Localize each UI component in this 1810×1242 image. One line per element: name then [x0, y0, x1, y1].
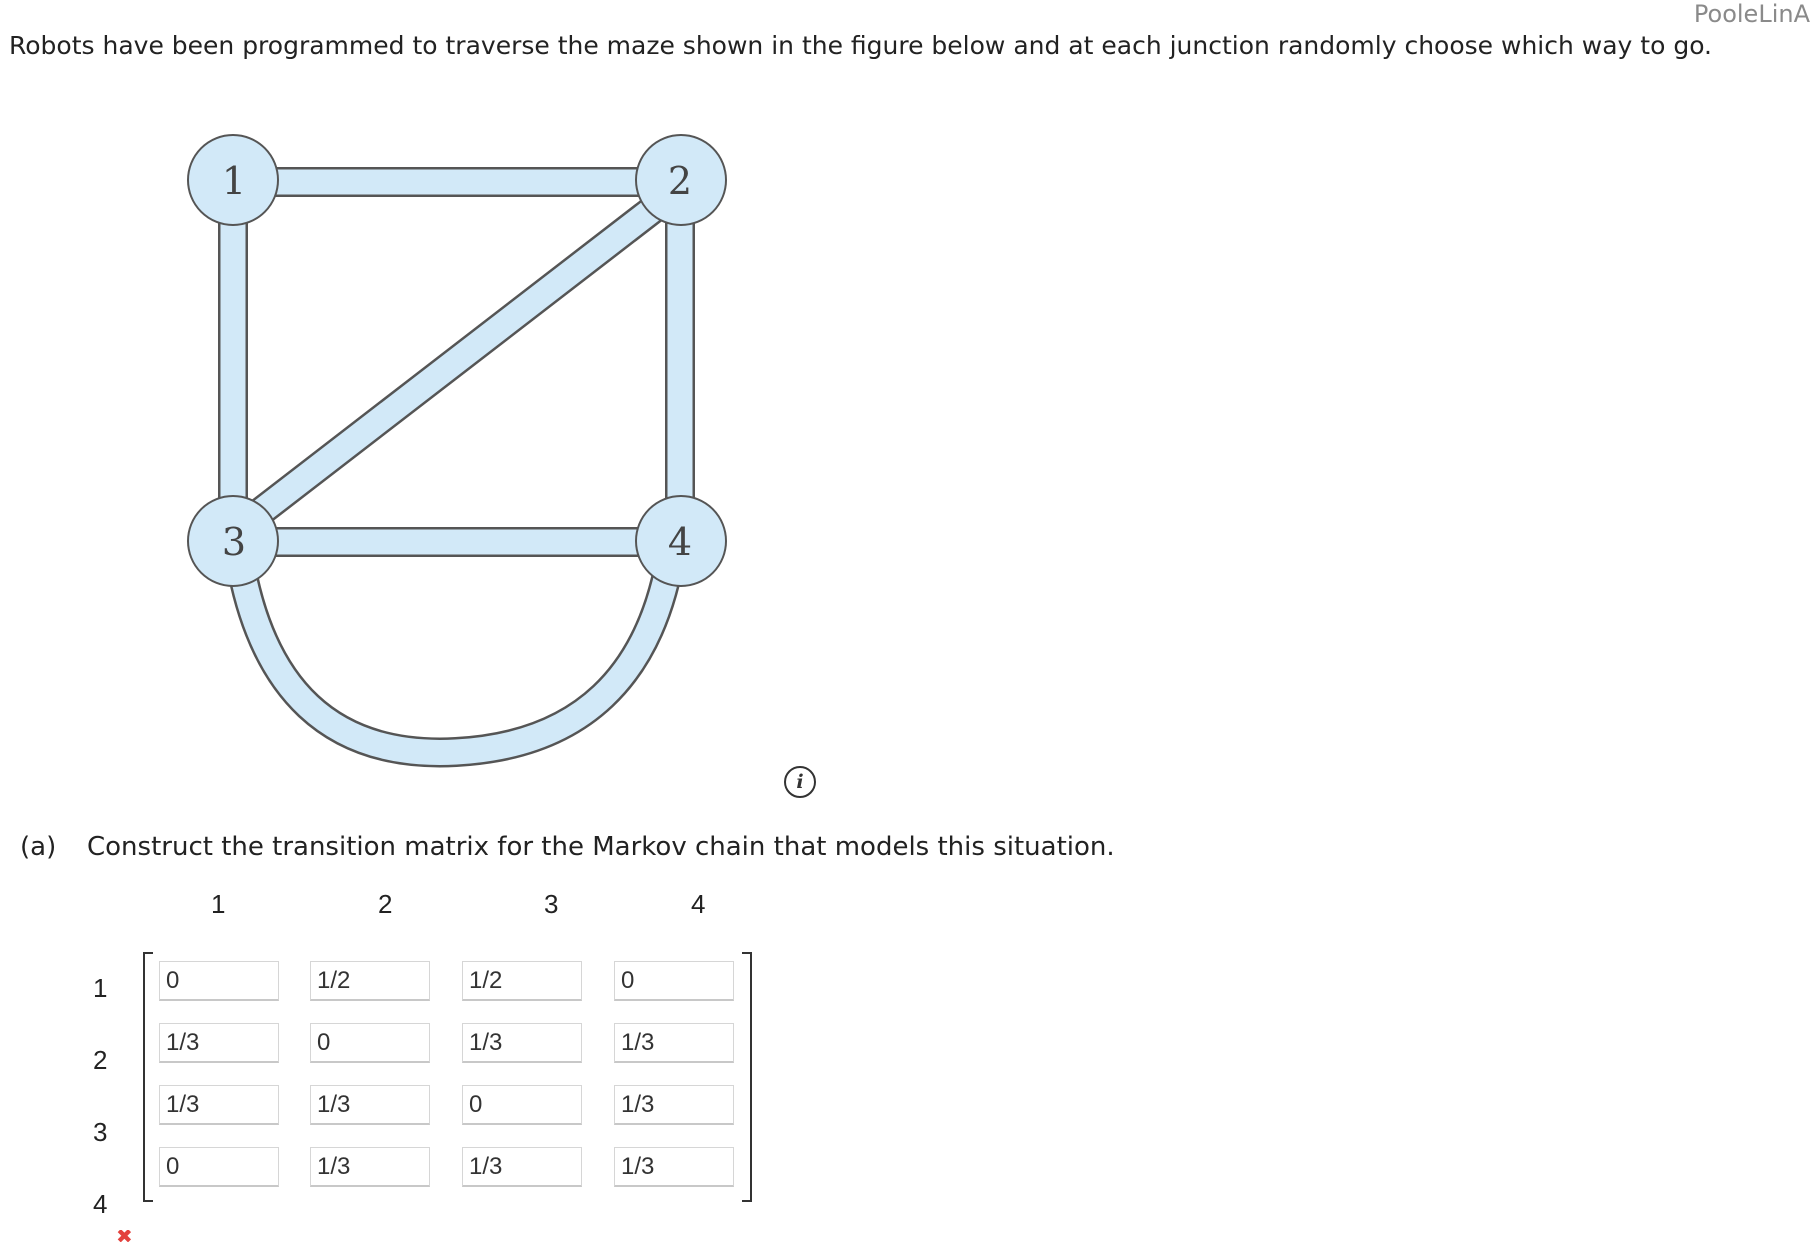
- matrix-cell-r4-c1[interactable]: [159, 1147, 279, 1187]
- row-header-3: 3: [93, 1117, 108, 1147]
- part-a-instructions: Construct the transition matrix for the Markov chain that models this situation.: [87, 832, 1115, 862]
- x-mark-icon: ✖: [116, 1230, 133, 1242]
- maze-node-4: [636, 496, 726, 586]
- matrix-cell-r4-c4[interactable]: [614, 1147, 734, 1187]
- matrix-cell-r4-c3[interactable]: [462, 1147, 582, 1187]
- maze-node-label: 4: [667, 520, 693, 564]
- matrix-right-bracket: [742, 952, 752, 1202]
- matrix-cell-r2-c1[interactable]: [159, 1023, 279, 1063]
- matrix-cell-r1-c2[interactable]: [310, 961, 430, 1001]
- question-text: Robots have been programmed to traverse the maze shown in the figure below and at each junction randomly choose which way to go.: [9, 31, 1713, 60]
- row-header-4: 4: [93, 1189, 108, 1219]
- source-tag: PooleLinA: [1693, 0, 1810, 28]
- matrix-cell-r1-c1[interactable]: [159, 961, 279, 1001]
- matrix-cell-r1-c3[interactable]: [462, 961, 582, 1001]
- matrix-cell-r2-c4[interactable]: [614, 1023, 734, 1063]
- column-header-4: 4: [691, 889, 706, 919]
- matrix-cell-r2-c3[interactable]: [462, 1023, 582, 1063]
- maze-node-label: 1: [221, 159, 247, 203]
- matrix-cell-r2-c2[interactable]: [310, 1023, 430, 1063]
- part-a-label: (a): [20, 832, 57, 862]
- maze-figure: [0, 0, 760, 780]
- matrix-cell-r1-c4[interactable]: [614, 961, 734, 1001]
- maze-node-label: 2: [667, 159, 693, 203]
- info-icon[interactable]: i: [784, 766, 816, 798]
- maze-node-2: [636, 135, 726, 225]
- matrix-cell-r3-c3[interactable]: [462, 1085, 582, 1125]
- column-header-3: 3: [544, 889, 559, 919]
- maze-node-label: 3: [221, 520, 247, 564]
- maze-node-1: [188, 135, 278, 225]
- maze-path-fill: [233, 182, 680, 752]
- column-header-2: 2: [378, 889, 393, 919]
- row-header-1: 1: [93, 973, 108, 1003]
- matrix-cell-r3-c4[interactable]: [614, 1085, 734, 1125]
- matrix-cell-r3-c1[interactable]: [159, 1085, 279, 1125]
- matrix-cell-r4-c2[interactable]: [310, 1147, 430, 1187]
- row-header-2: 2: [93, 1045, 108, 1075]
- matrix-left-bracket: [143, 952, 153, 1202]
- matrix-cell-r3-c2[interactable]: [310, 1085, 430, 1125]
- column-header-1: 1: [211, 889, 226, 919]
- maze-node-3: [188, 496, 278, 586]
